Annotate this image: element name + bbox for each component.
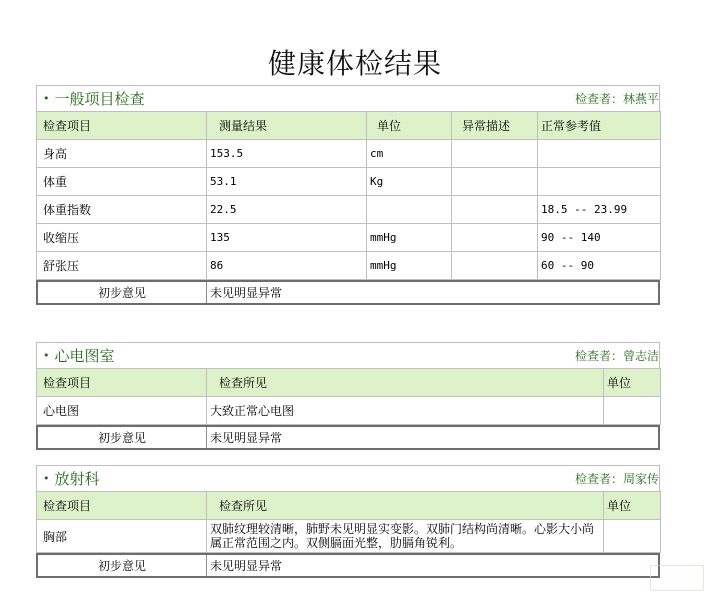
findings: 双肺纹理较清晰，肺野未见明显实变影。双肺门结构尚清晰。心影大小尚属正常范围之内。双侧膈面光整，肋膈角锐利。 (207, 520, 604, 553)
item-name: 胸部 (37, 520, 207, 553)
column-header: 检查项目 (37, 112, 207, 140)
column-header: 测量结果 (207, 112, 367, 140)
section-header (36, 342, 660, 368)
column-header: 检查项目 (37, 369, 207, 397)
item-name: 收缩压 (37, 224, 207, 252)
reference-range: 90 -- 140 (538, 224, 661, 252)
column-header: 检查所见 (207, 369, 604, 397)
radiology-section (36, 465, 660, 578)
bullet-dot-icon: • (43, 92, 50, 105)
abnormal-description (452, 168, 538, 196)
findings: 大致正常心电图 (207, 397, 604, 425)
item-name: 心电图 (37, 397, 207, 425)
table-header-row (37, 369, 661, 397)
section-title: 一般项目检查 (54, 90, 145, 108)
measured-value: 22.5 (207, 196, 367, 224)
unit-value (604, 520, 661, 553)
opinion-value: 未见明显异常 (210, 431, 283, 445)
reference-range: 18.5 -- 23.99 (538, 196, 661, 224)
preliminary-opinion-row (36, 425, 660, 450)
abnormal-description (452, 196, 538, 224)
column-header: 单位 (367, 112, 452, 140)
reference-range: 60 -- 90 (538, 252, 661, 280)
page-title: 健康体检结果 (267, 47, 442, 80)
unit-value: mmHg (367, 224, 452, 252)
item-name: 身高 (37, 140, 207, 168)
abnormal-description (452, 252, 538, 280)
section-title: 放射科 (54, 470, 100, 488)
unit-value (604, 397, 661, 425)
reference-range (538, 168, 661, 196)
column-header: 单位 (604, 369, 661, 397)
ecg-table (36, 368, 661, 425)
table-row (37, 224, 661, 252)
opinion-label: 初步意见 (38, 282, 207, 303)
column-header: 正常参考值 (538, 112, 661, 140)
preliminary-opinion-row (36, 553, 660, 578)
watermark-stamp (650, 565, 704, 591)
item-name: 舒张压 (37, 252, 207, 280)
table-row (37, 520, 661, 553)
examiner-label: 检查者：曾志洁 (574, 349, 659, 363)
opinion-value: 未见明显异常 (210, 559, 283, 573)
measured-value: 153.5 (207, 140, 367, 168)
table-header-row (37, 112, 661, 140)
bullet-dot-icon: • (43, 472, 50, 485)
opinion-label: 初步意见 (38, 555, 207, 576)
section-title: 心电图室 (54, 347, 115, 365)
radiology-table (36, 491, 661, 553)
section-header (36, 465, 660, 491)
general-exam-table (36, 111, 661, 280)
opinion-value: 未见明显异常 (210, 286, 283, 300)
table-header-row (37, 492, 661, 520)
measured-value: 53.1 (207, 168, 367, 196)
column-header: 异常描述 (452, 112, 538, 140)
opinion-label: 初步意见 (38, 427, 207, 448)
examiner-label: 检查者：周家传 (574, 472, 659, 486)
general-exam-section (36, 85, 660, 305)
unit-value: mmHg (367, 252, 452, 280)
preliminary-opinion-row (36, 280, 660, 305)
ecg-section (36, 342, 660, 450)
table-row (37, 252, 661, 280)
examiner-label: 检查者：林燕平 (574, 92, 659, 106)
table-row (37, 168, 661, 196)
table-row (37, 140, 661, 168)
measured-value: 135 (207, 224, 367, 252)
item-name: 体重指数 (37, 196, 207, 224)
column-header: 检查项目 (37, 492, 207, 520)
unit-value: Kg (367, 168, 452, 196)
unit-value: cm (367, 140, 452, 168)
item-name: 体重 (37, 168, 207, 196)
column-header: 单位 (604, 492, 661, 520)
measured-value: 86 (207, 252, 367, 280)
table-row (37, 196, 661, 224)
unit-value (367, 196, 452, 224)
abnormal-description (452, 140, 538, 168)
abnormal-description (452, 224, 538, 252)
bullet-dot-icon: • (43, 349, 50, 362)
section-header (36, 85, 660, 111)
table-row (37, 397, 661, 425)
reference-range (538, 140, 661, 168)
column-header: 检查所见 (207, 492, 604, 520)
